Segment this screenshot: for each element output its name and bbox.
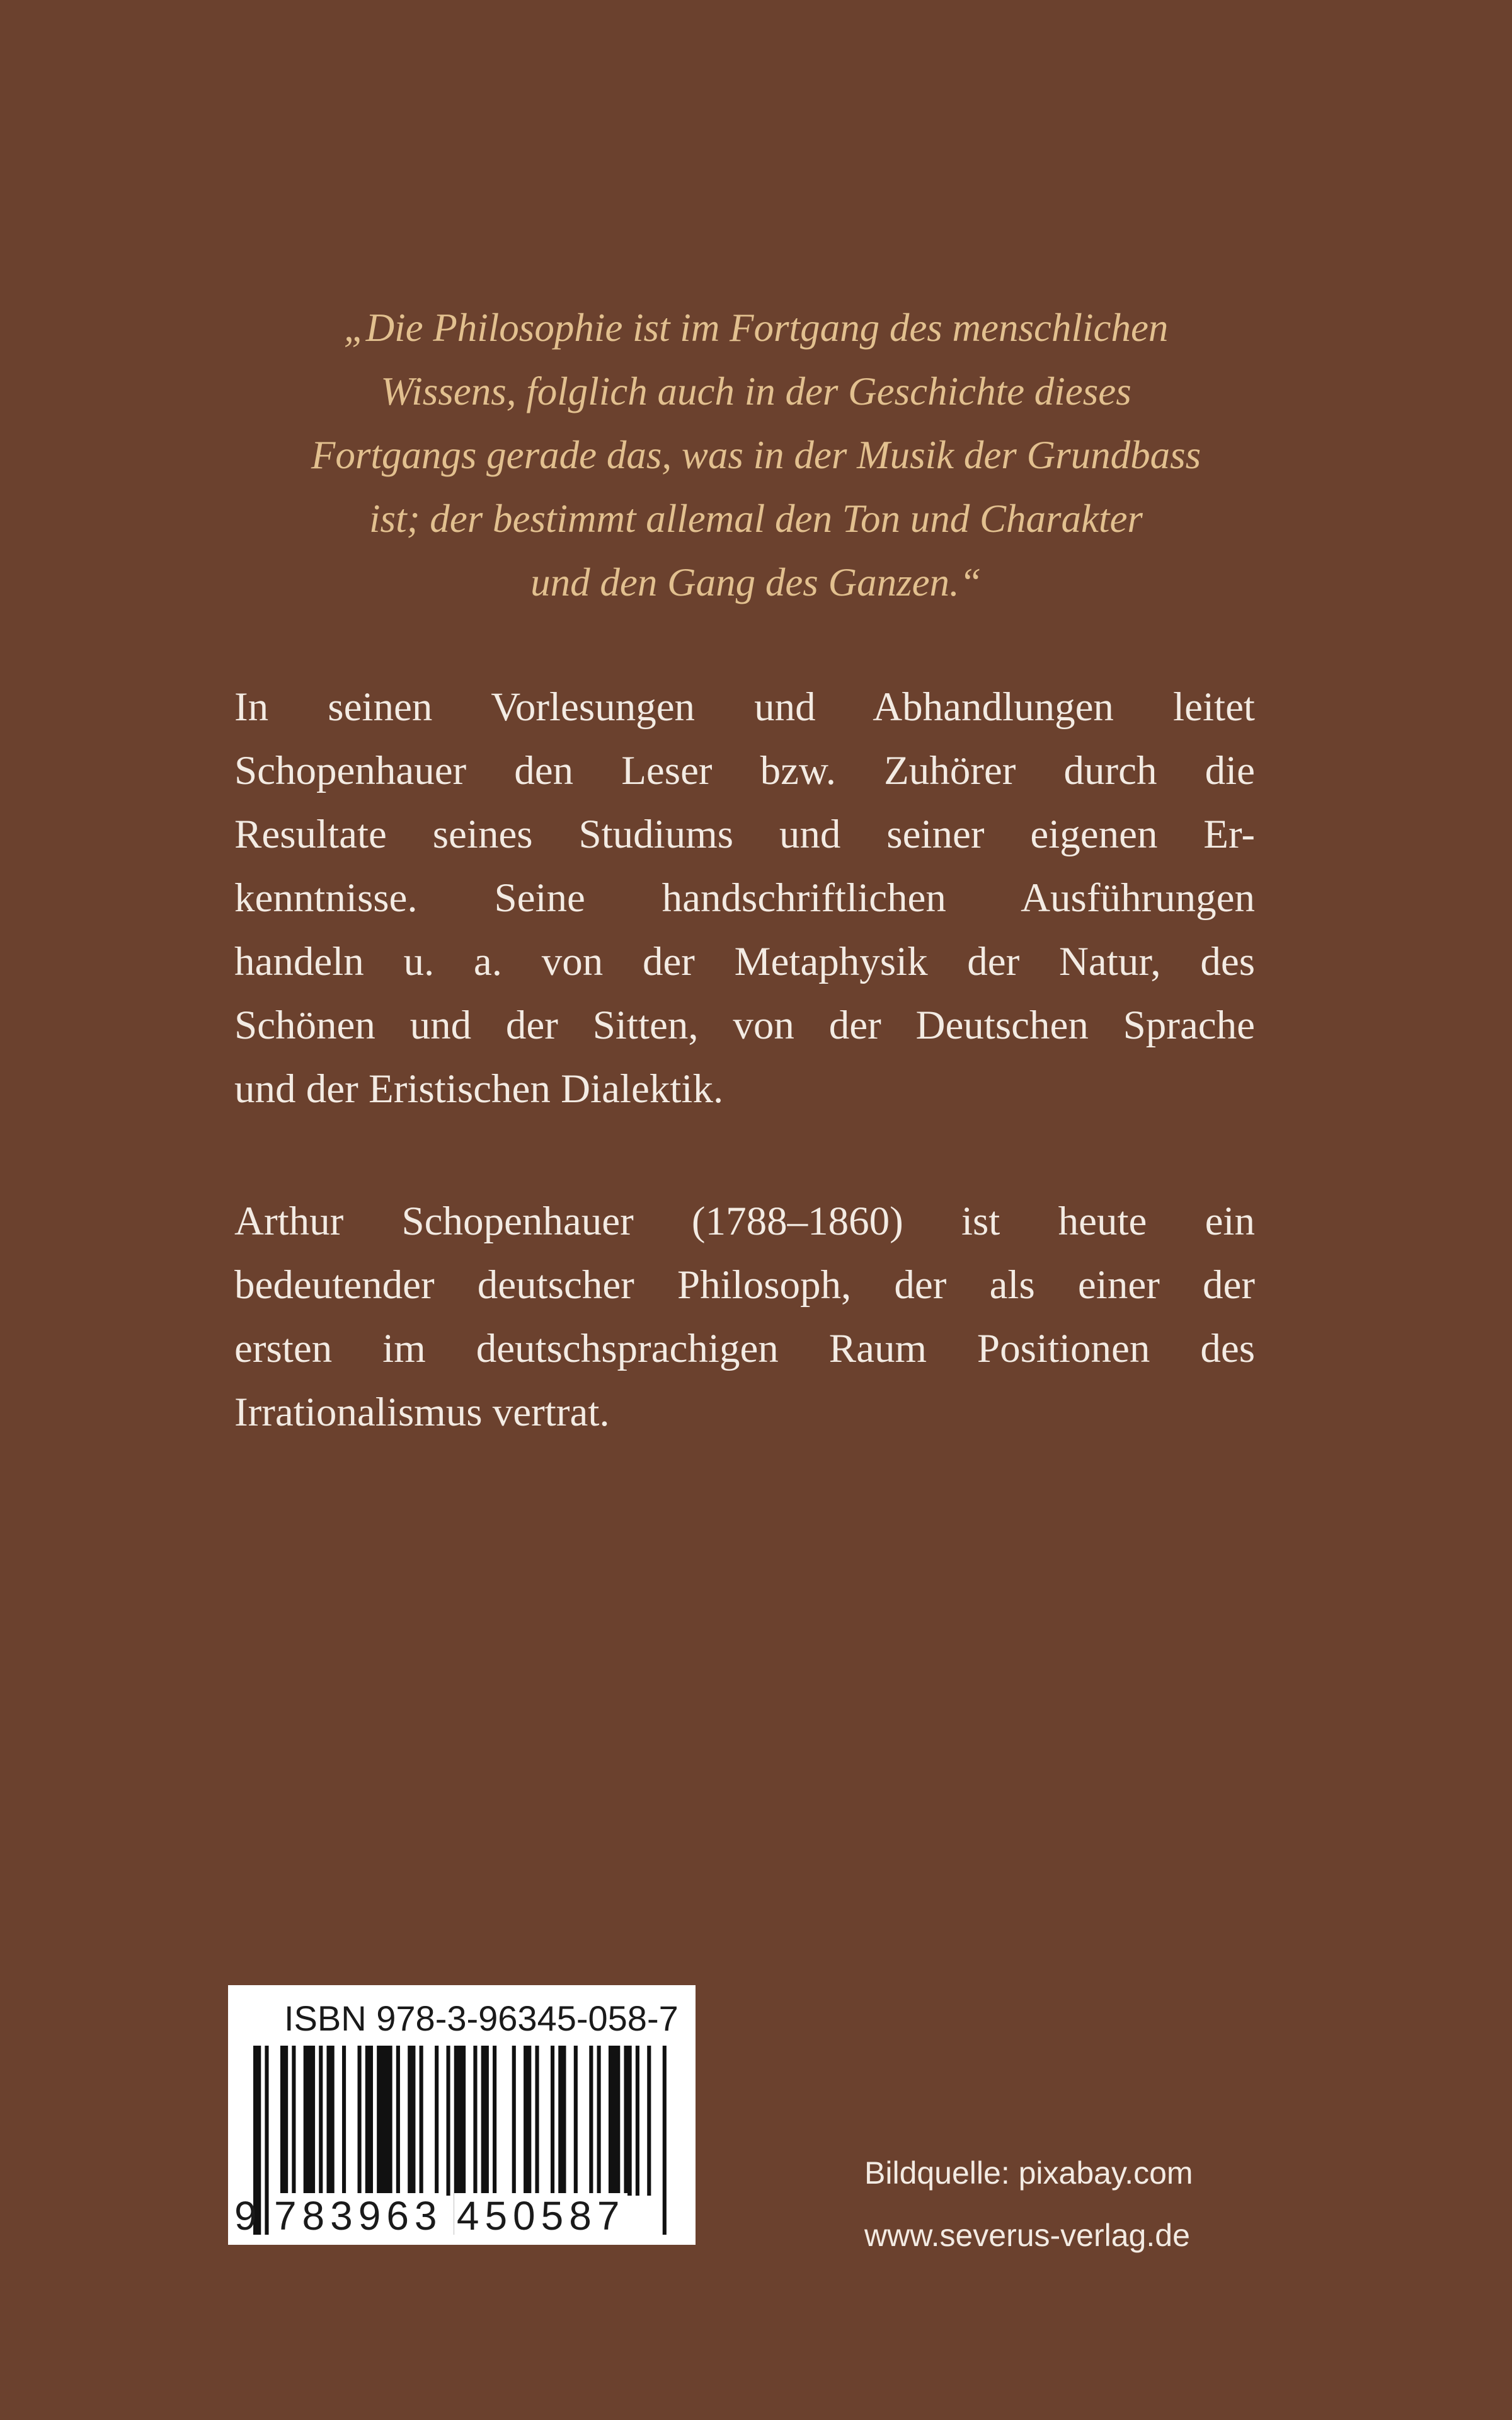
barcode-bar bbox=[280, 2046, 288, 2196]
barcode-bar bbox=[319, 2046, 323, 2196]
barcode-bar bbox=[408, 2046, 415, 2196]
barcode-bar bbox=[609, 2046, 620, 2196]
author-bio-line: bedeutender deutscher Philosoph, der als einer der bbox=[234, 1262, 1255, 1308]
description-line: Resultate seines Studiums und seiner eigenen Er- bbox=[234, 812, 1255, 857]
ean-left-group: 783963 bbox=[272, 2193, 445, 2238]
description-line: In seinen Vorlesungen und Abhandlungen leitet bbox=[234, 684, 1255, 730]
quote-line: „Die Philosophie ist im Fortgang des menschlichen bbox=[343, 306, 1169, 350]
description-line: Schopenhauer den Leser bzw. Zuhörer durch die bbox=[234, 748, 1255, 793]
description-paragraph bbox=[234, 676, 1255, 1121]
description-line: Schönen und der Sitten, von der Deutschen Sprache bbox=[234, 1003, 1255, 1048]
barcode-bar bbox=[481, 2046, 489, 2196]
description-line: kenntnisse. Seine handschriftlichen Ausführungen bbox=[234, 875, 1255, 921]
quote-line: Fortgangs gerade das, was in der Musik der Grundbass bbox=[311, 433, 1201, 477]
barcode-bar bbox=[597, 2046, 601, 2196]
description-line: handeln u. a. von der Metaphysik der Natur, des bbox=[234, 939, 1255, 984]
barcode-bar bbox=[435, 2046, 438, 2196]
author-bio-line: Irrationalismus vertrat. bbox=[234, 1390, 610, 1435]
author-bio-paragraph bbox=[234, 1190, 1255, 1444]
barcode-bar bbox=[365, 2046, 373, 2196]
barcode-bar bbox=[574, 2046, 578, 2196]
author-bio-line: Arthur Schopenhauer (1788–1860) ist heute ein bbox=[234, 1199, 1255, 1244]
barcode-bar bbox=[512, 2046, 516, 2196]
publisher-website: www.severus-verlag.de bbox=[864, 2218, 1190, 2253]
barcode-bar bbox=[292, 2046, 295, 2196]
barcode-bar bbox=[493, 2046, 496, 2196]
ean-first-digit: 9 bbox=[234, 2193, 263, 2238]
author-bio-line: ersten im deutschsprachigen Raum Positionen des bbox=[234, 1326, 1255, 1371]
barcode-bar bbox=[551, 2046, 554, 2196]
isbn-label: ISBN 978-3-96345-058-7 bbox=[284, 1998, 679, 2038]
barcode-bar bbox=[446, 2046, 450, 2196]
quote-block bbox=[233, 296, 1279, 614]
barcode-bar bbox=[304, 2046, 315, 2196]
barcode-bar bbox=[396, 2046, 400, 2196]
quote-line: und den Gang des Ganzen.“ bbox=[530, 560, 982, 604]
barcode-bar bbox=[624, 2046, 631, 2196]
barcode-bar bbox=[589, 2046, 593, 2196]
ean-digits bbox=[234, 2193, 627, 2238]
barcode-bar bbox=[358, 2046, 362, 2196]
quote-line: Wissens, folglich auch in der Geschichte dieses bbox=[381, 369, 1131, 413]
quote-line: ist; der bestimmt allemal den Ton und Charakter bbox=[369, 497, 1143, 541]
barcode-bar bbox=[420, 2046, 423, 2196]
barcode-bar bbox=[663, 2046, 667, 2235]
description-line: und der Eristischen Dialektik. bbox=[234, 1066, 724, 1112]
ean-right-group: 450587 bbox=[454, 2193, 628, 2238]
barcode-bar bbox=[326, 2046, 334, 2196]
barcode-bar bbox=[558, 2046, 566, 2196]
barcode-bar bbox=[535, 2046, 539, 2196]
barcode-bar bbox=[647, 2046, 651, 2196]
barcode-bar bbox=[342, 2046, 346, 2196]
image-source-credit: Bildquelle: pixabay.com bbox=[864, 2155, 1193, 2191]
barcode-bar bbox=[524, 2046, 531, 2196]
isbn-barcode bbox=[228, 1985, 696, 2245]
barcode-bar bbox=[377, 2046, 392, 2196]
barcode-bar bbox=[636, 2046, 639, 2196]
